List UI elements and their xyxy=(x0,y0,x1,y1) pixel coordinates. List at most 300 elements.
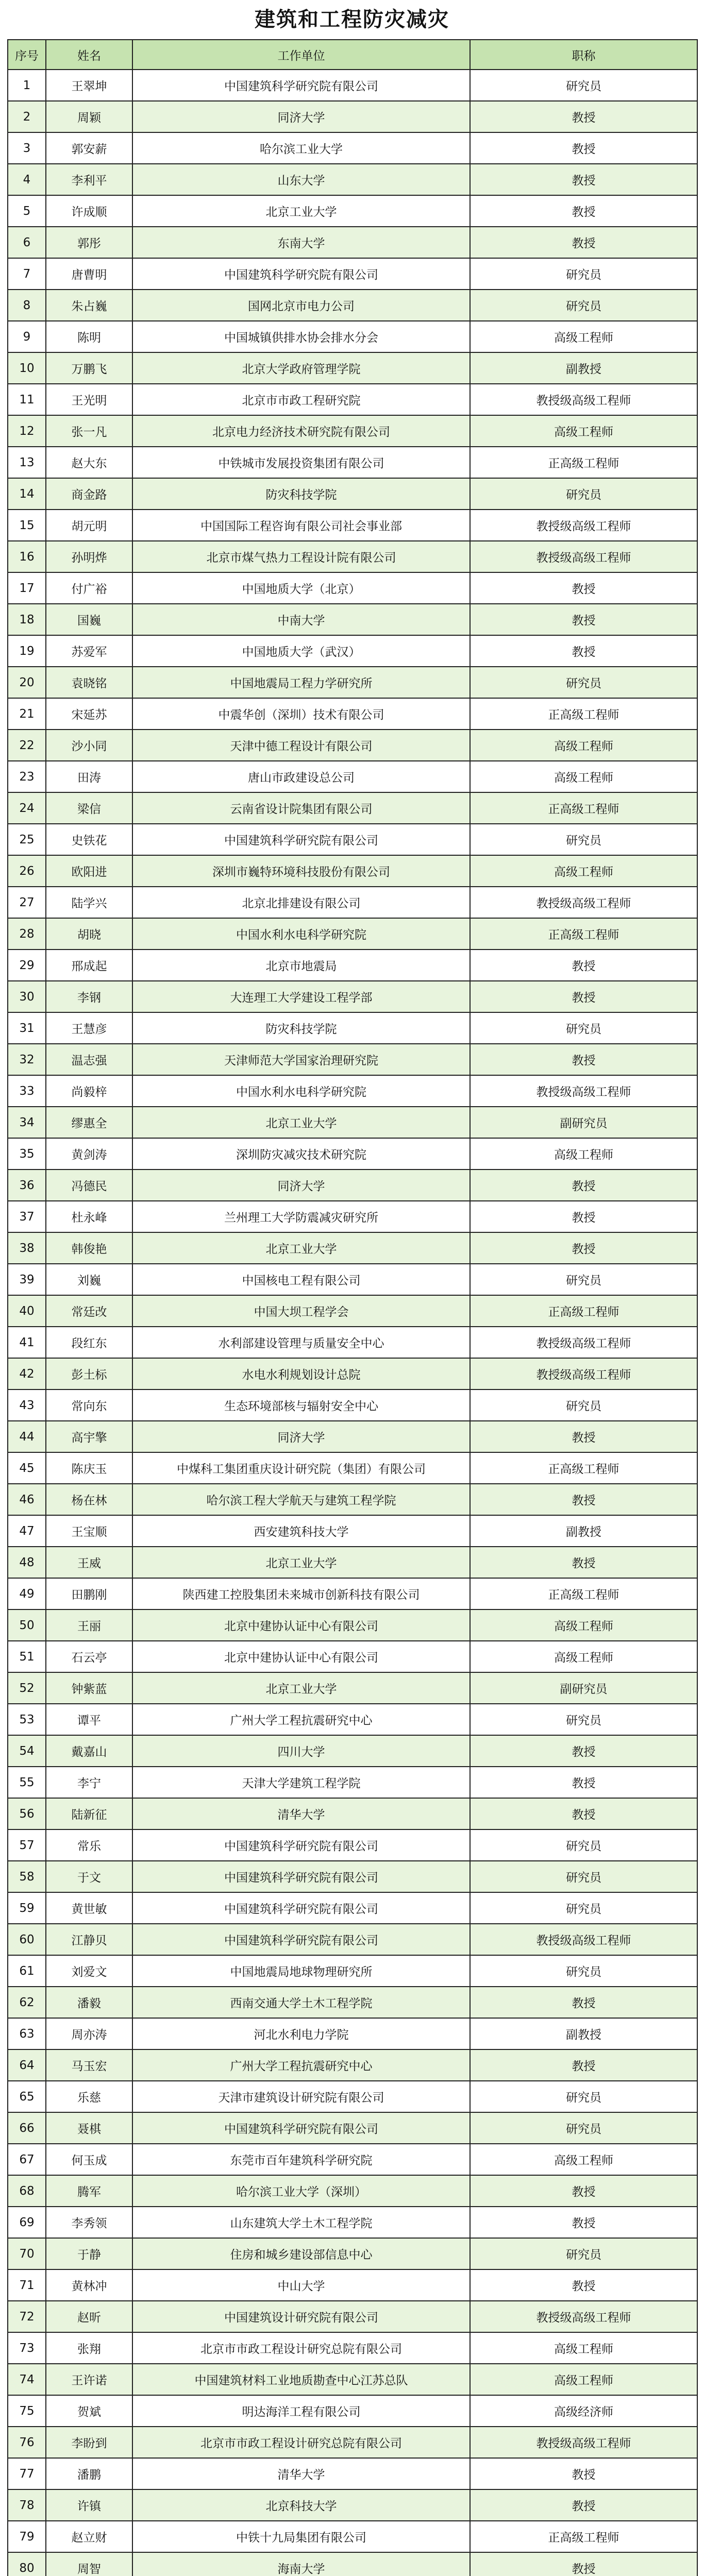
table-row xyxy=(8,2049,697,2081)
cell-title: 正高级工程师 xyxy=(470,2521,697,2552)
cell-index: 67 xyxy=(8,2144,46,2175)
cell-index: 9 xyxy=(8,321,46,352)
cell-organization: 大连理工大学建设工程学部 xyxy=(132,981,470,1012)
table-row xyxy=(8,2144,697,2175)
cell-name: 许成顺 xyxy=(46,195,132,227)
cell-index: 77 xyxy=(8,2458,46,2489)
table-row xyxy=(8,1609,697,1641)
cell-name: 李盼到 xyxy=(46,2427,132,2458)
cell-index: 42 xyxy=(8,1358,46,1389)
cell-title: 教授 xyxy=(470,2489,697,2521)
cell-name: 冯德民 xyxy=(46,1170,132,1201)
table-row xyxy=(8,1389,697,1421)
table-row xyxy=(8,855,697,887)
table-row xyxy=(8,1201,697,1232)
cell-title: 研究员 xyxy=(470,1264,697,1295)
cell-name: 杜永峰 xyxy=(46,1201,132,1232)
cell-title: 教授级高级工程师 xyxy=(470,2427,697,2458)
cell-title: 副研究员 xyxy=(470,1672,697,1704)
cell-name: 陆新征 xyxy=(46,1798,132,1829)
cell-organization: 四川大学 xyxy=(132,1735,470,1767)
cell-title: 教授 xyxy=(470,2207,697,2238)
cell-index: 15 xyxy=(8,510,46,541)
cell-organization: 深圳市巍特环境科技股份有限公司 xyxy=(132,855,470,887)
table-row xyxy=(8,1829,697,1861)
table-row xyxy=(8,635,697,667)
cell-organization: 天津大学建筑工程学院 xyxy=(132,1767,470,1798)
cell-index: 13 xyxy=(8,447,46,478)
header-index: 序号 xyxy=(8,40,46,70)
cell-name: 赵立财 xyxy=(46,2521,132,2552)
cell-organization: 哈尔滨工业大学（深圳） xyxy=(132,2175,470,2207)
cell-title: 研究员 xyxy=(470,478,697,510)
table-row xyxy=(8,195,697,227)
header-title: 职称 xyxy=(470,40,697,70)
cell-organization: 云南省设计院集团有限公司 xyxy=(132,792,470,824)
cell-organization: 河北水利电力学院 xyxy=(132,2018,470,2049)
cell-name: 李宁 xyxy=(46,1767,132,1798)
cell-title: 正高级工程师 xyxy=(470,1452,697,1484)
cell-name: 王翠坤 xyxy=(46,70,132,101)
cell-title: 研究员 xyxy=(470,258,697,290)
cell-name: 谭平 xyxy=(46,1704,132,1735)
cell-title: 教授 xyxy=(470,1798,697,1829)
cell-name: 缪惠全 xyxy=(46,1107,132,1138)
cell-index: 48 xyxy=(8,1547,46,1578)
cell-name: 尚毅梓 xyxy=(46,1075,132,1107)
cell-index: 74 xyxy=(8,2364,46,2395)
table-row xyxy=(8,2018,697,2049)
table-row xyxy=(8,2238,697,2269)
cell-index: 70 xyxy=(8,2238,46,2269)
cell-index: 46 xyxy=(8,1484,46,1515)
cell-name: 周亦涛 xyxy=(46,2018,132,2049)
cell-title: 教授 xyxy=(470,164,697,195)
cell-name: 王威 xyxy=(46,1547,132,1578)
cell-title: 教授 xyxy=(470,1421,697,1452)
cell-name: 贺斌 xyxy=(46,2395,132,2427)
cell-organization: 中国建筑科学研究院有限公司 xyxy=(132,1861,470,1892)
cell-name: 国巍 xyxy=(46,604,132,635)
cell-index: 79 xyxy=(8,2521,46,2552)
cell-title: 高级工程师 xyxy=(470,415,697,447)
cell-organization: 海南大学 xyxy=(132,2552,470,2576)
table-row xyxy=(8,1641,697,1672)
cell-title: 副研究员 xyxy=(470,1107,697,1138)
cell-name: 唐曹明 xyxy=(46,258,132,290)
cell-name: 乐慈 xyxy=(46,2081,132,2112)
cell-index: 28 xyxy=(8,918,46,950)
cell-title: 教授 xyxy=(470,981,697,1012)
table-header-row xyxy=(8,40,697,70)
cell-title: 教授 xyxy=(470,2175,697,2207)
cell-organization: 北京市市政工程研究院 xyxy=(132,384,470,415)
cell-organization: 生态环境部核与辐射安全中心 xyxy=(132,1389,470,1421)
cell-index: 23 xyxy=(8,761,46,792)
table-row xyxy=(8,1452,697,1484)
table-row xyxy=(8,415,697,447)
cell-title: 教授 xyxy=(470,2049,697,2081)
cell-index: 71 xyxy=(8,2269,46,2301)
cell-index: 75 xyxy=(8,2395,46,2427)
cell-title: 高级工程师 xyxy=(470,855,697,887)
cell-name: 刘爱文 xyxy=(46,1955,132,1987)
table-row xyxy=(8,604,697,635)
cell-index: 7 xyxy=(8,258,46,290)
cell-organization: 同济大学 xyxy=(132,1170,470,1201)
cell-organization: 中国建筑科学研究院有限公司 xyxy=(132,1892,470,1924)
cell-organization: 西安建筑科技大学 xyxy=(132,1515,470,1547)
cell-index: 11 xyxy=(8,384,46,415)
cell-organization: 中国地质大学（北京） xyxy=(132,572,470,604)
cell-organization: 东南大学 xyxy=(132,227,470,258)
table-row xyxy=(8,510,697,541)
cell-organization: 中国城镇供排水协会排水分会 xyxy=(132,321,470,352)
table-row xyxy=(8,1358,697,1389)
cell-title: 研究员 xyxy=(470,290,697,321)
cell-title: 教授 xyxy=(470,1044,697,1075)
cell-organization: 哈尔滨工业大学 xyxy=(132,132,470,164)
cell-organization: 中国地震局地球物理研究所 xyxy=(132,1955,470,1987)
cell-organization: 中震华创（深圳）技术有限公司 xyxy=(132,698,470,730)
cell-index: 41 xyxy=(8,1327,46,1358)
cell-name: 王丽 xyxy=(46,1609,132,1641)
table-row xyxy=(8,478,697,510)
cell-organization: 北京工业大学 xyxy=(132,1232,470,1264)
cell-organization: 中国建筑材料工业地质勘查中心江苏总队 xyxy=(132,2364,470,2395)
cell-index: 22 xyxy=(8,730,46,761)
header-organization: 工作单位 xyxy=(132,40,470,70)
table-row xyxy=(8,1264,697,1295)
header-name: 姓名 xyxy=(46,40,132,70)
cell-title: 高级工程师 xyxy=(470,1609,697,1641)
table-row xyxy=(8,2489,697,2521)
cell-name: 于静 xyxy=(46,2238,132,2269)
cell-name: 田鹏刚 xyxy=(46,1578,132,1609)
table-row xyxy=(8,1295,697,1327)
cell-title: 正高级工程师 xyxy=(470,447,697,478)
cell-organization: 清华大学 xyxy=(132,1798,470,1829)
cell-title: 研究员 xyxy=(470,824,697,855)
table-row xyxy=(8,1672,697,1704)
table-row xyxy=(8,698,697,730)
cell-index: 14 xyxy=(8,478,46,510)
cell-name: 李秀领 xyxy=(46,2207,132,2238)
cell-title: 研究员 xyxy=(470,2238,697,2269)
cell-index: 62 xyxy=(8,1987,46,2018)
cell-organization: 中国国际工程咨询有限公司社会事业部 xyxy=(132,510,470,541)
cell-organization: 山东建筑大学土木工程学院 xyxy=(132,2207,470,2238)
cell-organization: 中国建筑科学研究院有限公司 xyxy=(132,258,470,290)
cell-organization: 陕西建工控股集团未来城市创新科技有限公司 xyxy=(132,1578,470,1609)
table-row xyxy=(8,1955,697,1987)
cell-organization: 天津师范大学国家治理研究院 xyxy=(132,1044,470,1075)
cell-index: 21 xyxy=(8,698,46,730)
cell-organization: 广州大学工程抗震研究中心 xyxy=(132,2049,470,2081)
cell-title: 教授级高级工程师 xyxy=(470,1327,697,1358)
cell-title: 教授级高级工程师 xyxy=(470,1924,697,1955)
cell-index: 24 xyxy=(8,792,46,824)
cell-index: 16 xyxy=(8,541,46,572)
cell-organization: 北京工业大学 xyxy=(132,1672,470,1704)
cell-index: 18 xyxy=(8,604,46,635)
cell-name: 常廷改 xyxy=(46,1295,132,1327)
cell-name: 黄世敏 xyxy=(46,1892,132,1924)
cell-name: 刘巍 xyxy=(46,1264,132,1295)
cell-name: 梁信 xyxy=(46,792,132,824)
cell-name: 张一凡 xyxy=(46,415,132,447)
table-row xyxy=(8,1987,697,2018)
table-row xyxy=(8,2332,697,2364)
table-row xyxy=(8,384,697,415)
cell-name: 田涛 xyxy=(46,761,132,792)
cell-name: 赵大东 xyxy=(46,447,132,478)
cell-organization: 中国水利水电科学研究院 xyxy=(132,918,470,950)
cell-index: 58 xyxy=(8,1861,46,1892)
cell-title: 正高级工程师 xyxy=(470,698,697,730)
table-row xyxy=(8,1327,697,1358)
table-row xyxy=(8,2395,697,2427)
table-row xyxy=(8,541,697,572)
cell-index: 25 xyxy=(8,824,46,855)
cell-organization: 中煤科工集团重庆设计研究院（集团）有限公司 xyxy=(132,1452,470,1484)
cell-title: 教授 xyxy=(470,604,697,635)
cell-title: 高级工程师 xyxy=(470,2332,697,2364)
table-row xyxy=(8,2112,697,2144)
cell-title: 高级工程师 xyxy=(470,2364,697,2395)
table-row xyxy=(8,887,697,918)
cell-index: 57 xyxy=(8,1829,46,1861)
cell-index: 20 xyxy=(8,667,46,698)
cell-index: 32 xyxy=(8,1044,46,1075)
cell-name: 钟紫蓝 xyxy=(46,1672,132,1704)
cell-organization: 北京市市政工程设计研究总院有限公司 xyxy=(132,2427,470,2458)
cell-title: 教授级高级工程师 xyxy=(470,887,697,918)
cell-name: 欧阳进 xyxy=(46,855,132,887)
cell-title: 正高级工程师 xyxy=(470,792,697,824)
cell-organization: 中国建筑科学研究院有限公司 xyxy=(132,1924,470,1955)
cell-title: 教授 xyxy=(470,1735,697,1767)
table-row xyxy=(8,447,697,478)
cell-organization: 北京工业大学 xyxy=(132,195,470,227)
cell-organization: 广州大学工程抗震研究中心 xyxy=(132,1704,470,1735)
cell-index: 17 xyxy=(8,572,46,604)
cell-title: 高级工程师 xyxy=(470,1138,697,1170)
cell-organization: 中山大学 xyxy=(132,2269,470,2301)
cell-title: 教授 xyxy=(470,101,697,132)
cell-title: 教授 xyxy=(470,2269,697,2301)
cell-index: 66 xyxy=(8,2112,46,2144)
table-row xyxy=(8,1421,697,1452)
cell-name: 宋延苏 xyxy=(46,698,132,730)
cell-organization: 国网北京市电力公司 xyxy=(132,290,470,321)
cell-organization: 防灾科技学院 xyxy=(132,1012,470,1044)
cell-organization: 水电水利规划设计总院 xyxy=(132,1358,470,1389)
cell-index: 65 xyxy=(8,2081,46,2112)
table-row xyxy=(8,2458,697,2489)
table-row xyxy=(8,1892,697,1924)
cell-name: 王光明 xyxy=(46,384,132,415)
cell-name: 段红东 xyxy=(46,1327,132,1358)
table-row xyxy=(8,2521,697,2552)
cell-title: 教授级高级工程师 xyxy=(470,384,697,415)
cell-title: 教授 xyxy=(470,1767,697,1798)
page-title: 建筑和工程防灾减灾 xyxy=(255,8,449,31)
cell-index: 8 xyxy=(8,290,46,321)
cell-organization: 中国地质大学（武汉） xyxy=(132,635,470,667)
cell-index: 50 xyxy=(8,1609,46,1641)
cell-name: 胡元明 xyxy=(46,510,132,541)
cell-name: 温志强 xyxy=(46,1044,132,1075)
cell-index: 60 xyxy=(8,1924,46,1955)
cell-title: 副教授 xyxy=(470,1515,697,1547)
cell-name: 袁晓铭 xyxy=(46,667,132,698)
cell-index: 37 xyxy=(8,1201,46,1232)
cell-organization: 中国建筑科学研究院有限公司 xyxy=(132,2112,470,2144)
table-row xyxy=(8,2175,697,2207)
cell-organization: 北京中建协认证中心有限公司 xyxy=(132,1609,470,1641)
cell-organization: 中国建筑设计研究院有限公司 xyxy=(132,2301,470,2332)
table-row xyxy=(8,2207,697,2238)
cell-title: 正高级工程师 xyxy=(470,1295,697,1327)
table-row xyxy=(8,70,697,101)
cell-name: 周智 xyxy=(46,2552,132,2576)
table-row xyxy=(8,1578,697,1609)
cell-organization: 中国地震局工程力学研究所 xyxy=(132,667,470,698)
cell-index: 73 xyxy=(8,2332,46,2364)
cell-index: 47 xyxy=(8,1515,46,1547)
cell-name: 胡晓 xyxy=(46,918,132,950)
cell-title: 教授 xyxy=(470,1484,697,1515)
cell-name: 张翔 xyxy=(46,2332,132,2364)
cell-title: 副教授 xyxy=(470,2018,697,2049)
cell-organization: 北京科技大学 xyxy=(132,2489,470,2521)
cell-name: 史铁花 xyxy=(46,824,132,855)
table-row xyxy=(8,2552,697,2576)
table-row xyxy=(8,730,697,761)
cell-index: 10 xyxy=(8,352,46,384)
cell-name: 于文 xyxy=(46,1861,132,1892)
table-row xyxy=(8,2269,697,2301)
cell-name: 王宝顺 xyxy=(46,1515,132,1547)
cell-title: 教授 xyxy=(470,1987,697,2018)
member-table xyxy=(7,39,698,2576)
cell-name: 常乐 xyxy=(46,1829,132,1861)
cell-title: 研究员 xyxy=(470,1829,697,1861)
cell-name: 彭土标 xyxy=(46,1358,132,1389)
cell-index: 3 xyxy=(8,132,46,164)
cell-organization: 中国核电工程有限公司 xyxy=(132,1264,470,1295)
table-row xyxy=(8,132,697,164)
cell-index: 45 xyxy=(8,1452,46,1484)
cell-index: 59 xyxy=(8,1892,46,1924)
cell-name: 郭安薪 xyxy=(46,132,132,164)
cell-name: 杨在林 xyxy=(46,1484,132,1515)
table-row xyxy=(8,164,697,195)
cell-name: 陈庆玉 xyxy=(46,1452,132,1484)
cell-index: 34 xyxy=(8,1107,46,1138)
cell-title: 教授 xyxy=(470,2552,697,2576)
cell-name: 沙小同 xyxy=(46,730,132,761)
cell-index: 43 xyxy=(8,1389,46,1421)
cell-organization: 哈尔滨工程大学航天与建筑工程学院 xyxy=(132,1484,470,1515)
cell-name: 韩俊艳 xyxy=(46,1232,132,1264)
table-row xyxy=(8,761,697,792)
table-row xyxy=(8,792,697,824)
cell-organization: 山东大学 xyxy=(132,164,470,195)
cell-name: 潘鹏 xyxy=(46,2458,132,2489)
cell-title: 教授 xyxy=(470,227,697,258)
table-row xyxy=(8,1232,697,1264)
cell-title: 高级工程师 xyxy=(470,761,697,792)
table-row xyxy=(8,1515,697,1547)
cell-name: 王许诺 xyxy=(46,2364,132,2395)
table-row xyxy=(8,1138,697,1170)
cell-name: 万鹏飞 xyxy=(46,352,132,384)
cell-index: 49 xyxy=(8,1578,46,1609)
cell-name: 邢成起 xyxy=(46,950,132,981)
cell-organization: 清华大学 xyxy=(132,2458,470,2489)
table-row xyxy=(8,1012,697,1044)
cell-organization: 同济大学 xyxy=(132,101,470,132)
cell-name: 许镇 xyxy=(46,2489,132,2521)
cell-name: 周颖 xyxy=(46,101,132,132)
table-row xyxy=(8,1547,697,1578)
table-row xyxy=(8,352,697,384)
cell-index: 31 xyxy=(8,1012,46,1044)
cell-organization: 唐山市政建设总公司 xyxy=(132,761,470,792)
cell-organization: 同济大学 xyxy=(132,1421,470,1452)
cell-organization: 天津中德工程设计有限公司 xyxy=(132,730,470,761)
cell-organization: 北京中建协认证中心有限公司 xyxy=(132,1641,470,1672)
table-row xyxy=(8,1704,697,1735)
cell-title: 教授 xyxy=(470,1232,697,1264)
cell-title: 正高级工程师 xyxy=(470,1578,697,1609)
table-row xyxy=(8,1767,697,1798)
cell-title: 教授 xyxy=(470,572,697,604)
cell-title: 教授级高级工程师 xyxy=(470,2301,697,2332)
cell-name: 朱占巍 xyxy=(46,290,132,321)
table-row xyxy=(8,918,697,950)
cell-title: 高级工程师 xyxy=(470,2144,697,2175)
table-row xyxy=(8,1170,697,1201)
cell-title: 教授 xyxy=(470,1547,697,1578)
cell-index: 33 xyxy=(8,1075,46,1107)
cell-title: 教授 xyxy=(470,132,697,164)
cell-index: 52 xyxy=(8,1672,46,1704)
table-row xyxy=(8,572,697,604)
cell-organization: 北京工业大学 xyxy=(132,1547,470,1578)
cell-title: 研究员 xyxy=(470,2081,697,2112)
cell-index: 1 xyxy=(8,70,46,101)
cell-index: 29 xyxy=(8,950,46,981)
cell-index: 36 xyxy=(8,1170,46,1201)
cell-organization: 深圳防灾减灾技术研究院 xyxy=(132,1138,470,1170)
cell-organization: 中铁十九局集团有限公司 xyxy=(132,2521,470,2552)
table-row xyxy=(8,667,697,698)
cell-organization: 天津市建筑设计研究院有限公司 xyxy=(132,2081,470,2112)
cell-name: 戴嘉山 xyxy=(46,1735,132,1767)
cell-title: 教授 xyxy=(470,635,697,667)
cell-name: 李利平 xyxy=(46,164,132,195)
cell-title: 研究员 xyxy=(470,667,697,698)
cell-index: 56 xyxy=(8,1798,46,1829)
table-row xyxy=(8,1861,697,1892)
cell-name: 付广裕 xyxy=(46,572,132,604)
cell-name: 常向东 xyxy=(46,1389,132,1421)
cell-title: 高级工程师 xyxy=(470,321,697,352)
cell-title: 教授级高级工程师 xyxy=(470,541,697,572)
